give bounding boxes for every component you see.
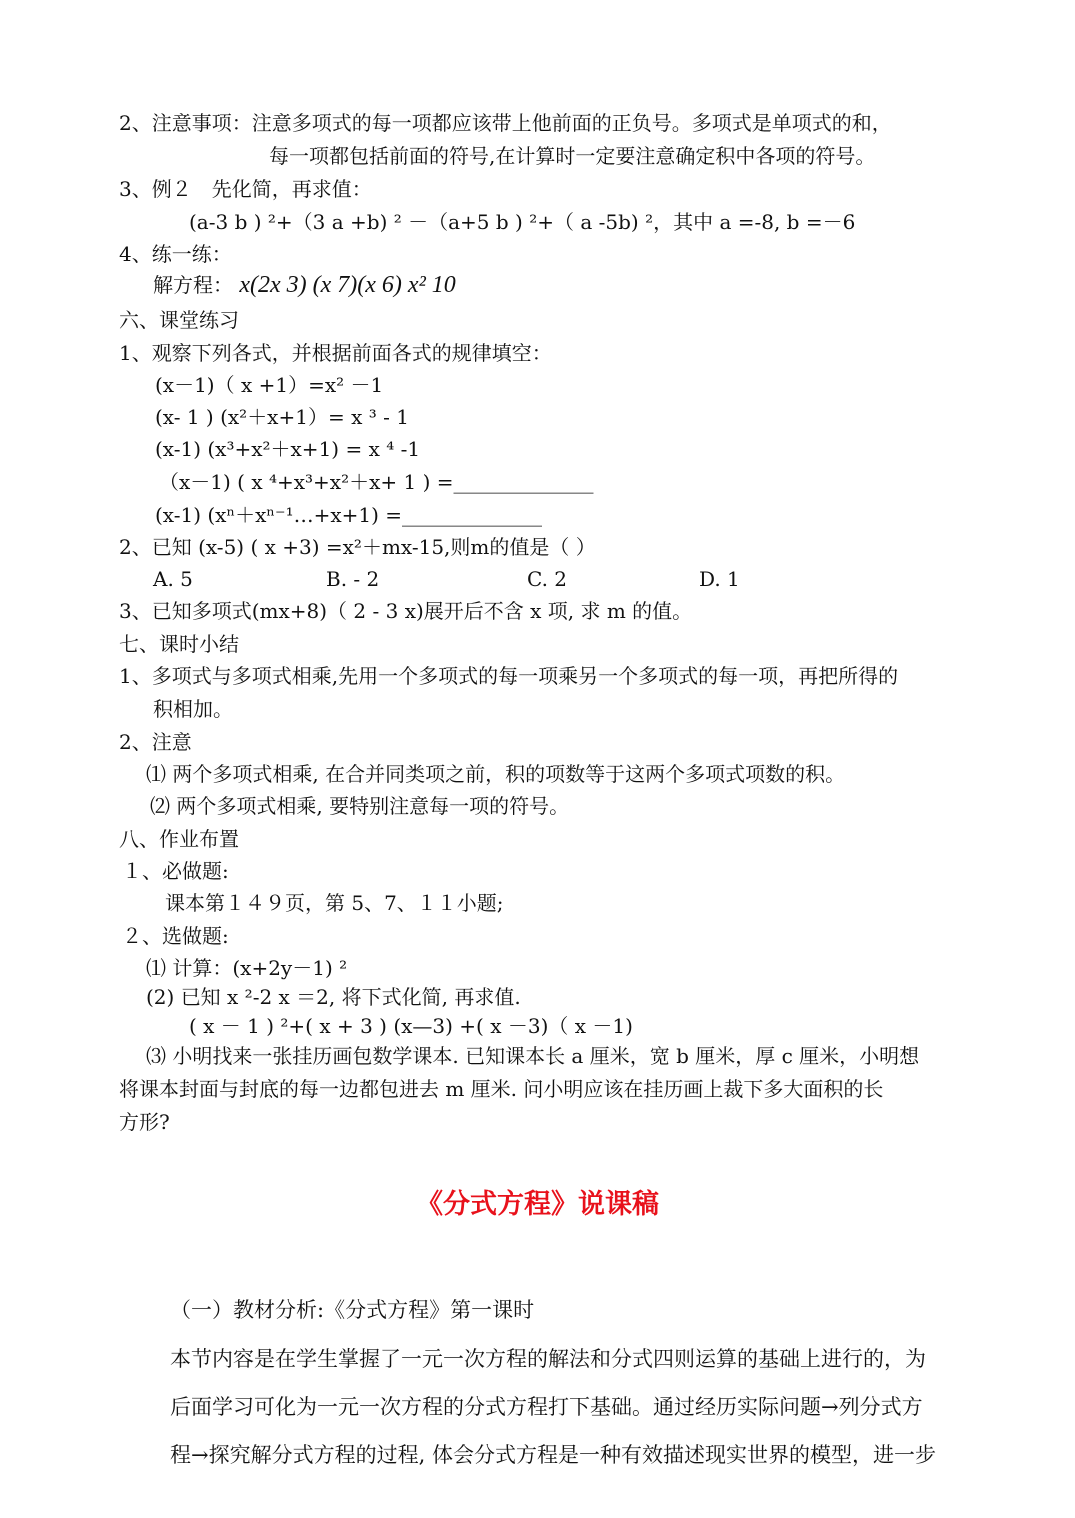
text-line: 3、已知多项式(mx+8)（ 2 - 3 x)展开后不含 x 项, 求 m 的值。 <box>119 599 693 623</box>
subsection-heading: （一）教材分析:《分式方程》第一课时 <box>170 1298 535 1322</box>
section-heading: 八、作业布置 <box>119 827 239 851</box>
section-heading: 七、课时小结 <box>119 632 239 656</box>
equation-label: 解方程： <box>153 273 233 297</box>
text-line: (x-1) (xⁿ＋xⁿ⁻¹…+x+1) =______________ <box>155 503 543 527</box>
section-heading: 六、课堂练习 <box>119 308 239 332</box>
text-line: 1、观察下列各式，并根据前面各式的规律填空： <box>119 341 552 365</box>
text-line: ⑴ 计算：(x+2y－1) ² <box>146 956 348 980</box>
text-line: ２、选做题: <box>122 924 229 948</box>
text-line: 将课本封面与封底的每一边都包进去 m 厘米. 问小明应该在挂历画上裁下多大面积的长 <box>119 1077 884 1101</box>
text-line: 1、多项式与多项式相乘,先用一个多项式的每一项乘另一个多项式的每一项，再把所得的 <box>119 664 899 688</box>
text-line: (x-1) (x³+x²＋x+1) = x ⁴ -1 <box>155 437 421 461</box>
text-line: 课本第１４９页，第 5、7、１１小题; <box>165 891 504 915</box>
text-line: ⑴ 两个多项式相乘, 在合并同类项之前，积的项数等于这两个多项式项数的积。 <box>146 762 846 786</box>
choice-option-d: D. 1 <box>699 567 740 591</box>
paragraph-line: 后面学习可化为一元一次方程的分式方程打下基础。通过经历实际问题→列分式方 <box>170 1395 923 1419</box>
text-line: 积相加。 <box>153 697 233 721</box>
paragraph-line: 程→探究解分式方程的过程, 体会分式方程是一种有效描述现实世界的模型，进一步 <box>170 1443 936 1467</box>
text-line: ⑶ 小明找来一张挂历画包数学课本. 已知课本长 a 厘米，宽 b 厘米，厚 c 厘米，小明想 <box>146 1044 920 1068</box>
choice-option-b: B. - 2 <box>326 567 380 591</box>
equation: x(2x 3) (x 7)(x 6) x² 10 <box>239 272 456 298</box>
text-line: (2) 已知 x ²-2 x ＝2, 将下式化简, 再求值. <box>146 985 521 1009</box>
choice-option-c: C. 2 <box>527 567 568 591</box>
text-line: 3、例２ 先化简，再求值： <box>119 177 372 201</box>
text-line: 4、练一练： <box>119 242 232 266</box>
paragraph-line: 本节内容是在学生掌握了一元一次方程的解法和分式四则运算的基础上进行的，为 <box>170 1347 926 1371</box>
text-line: 2、注意 <box>119 730 192 754</box>
text-line: 2、注意事项：注意多项式的每一项都应该带上他前面的正负号。多项式是单项式的和， <box>119 111 892 135</box>
text-line: 方形? <box>119 1110 170 1134</box>
text-line: （x－1) ( x ⁴+x³+x²＋x+ 1 ) =______________ <box>159 470 594 494</box>
text-line: (x－1)（ x +1）=x² －1 <box>155 373 384 397</box>
text-line: 每一项都包括前面的符号,在计算时一定要注意确定积中各项的符号。 <box>269 144 876 168</box>
text-line: (x- 1 ) (x²＋x+1）= x ³ - 1 <box>155 405 409 429</box>
section-title: 《分式方程》说课稿 <box>416 1189 659 1220</box>
text-line: ⑵ 两个多项式相乘, 要特别注意每一项的符号。 <box>150 794 570 818</box>
text-line: １、必做题: <box>122 859 229 883</box>
text-line: (a-3 b ) ²+（3 a +b) ² －（a+5 b ) ²+（ a -5b) ²，其中 a =-8, b =－6 <box>189 210 856 234</box>
choice-option-a: A. 5 <box>153 567 193 591</box>
text-line: 2、已知 (x-5) ( x +3) =x²＋mx-15,则m的值是（ ） <box>119 535 596 559</box>
text-line: ( x － 1 ) ²+( x + 3 ) (x—3) +( x －3)（ x －1) <box>189 1014 633 1038</box>
equation-line <box>153 272 456 298</box>
